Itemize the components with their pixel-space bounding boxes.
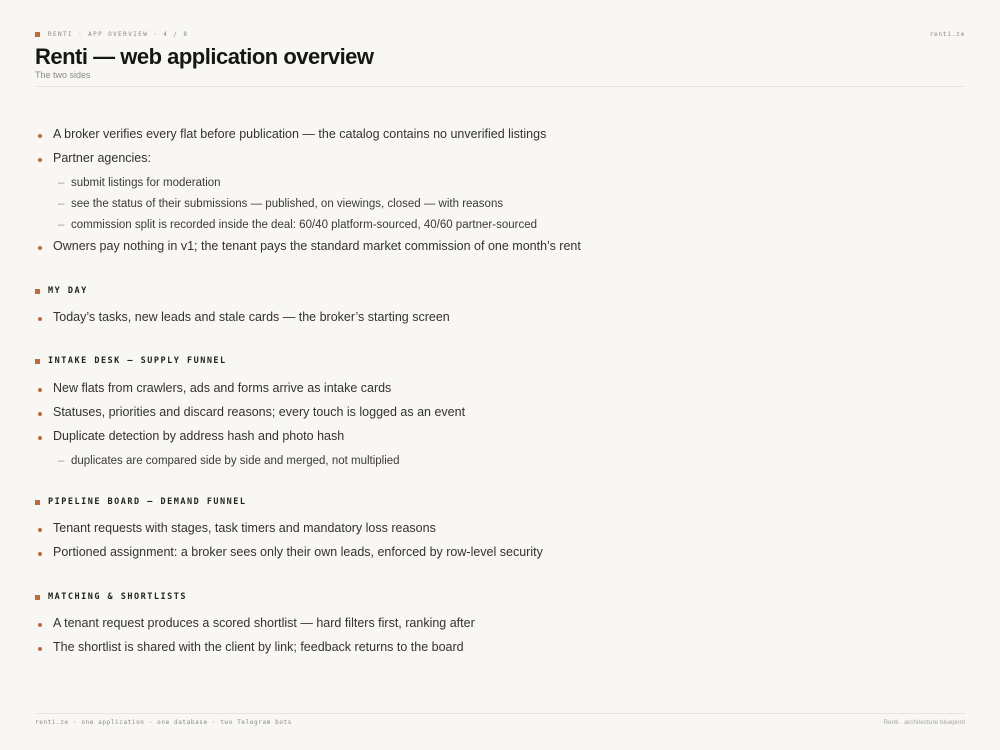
list-item: Portioned assignment: a broker sees only their own leads, enforced by row-level security: [38, 545, 543, 559]
footer-left: renti.ze · one application · one database · two Telegram bots: [35, 719, 292, 726]
list-item: Tenant requests with stages, task timers and mandatory loss reasons: [38, 521, 436, 535]
sub-list-item: – duplicates are compared side by side and merged, not multiplied: [58, 455, 400, 467]
eyebrow: [35, 31, 188, 38]
top-bar: [35, 31, 965, 41]
list-item: A tenant request produces a scored shortlist — hard filters first, ranking after: [38, 616, 475, 630]
page-title: Renti — web application overview: [35, 44, 374, 69]
section-heading-my-day: MY DAY: [35, 286, 88, 296]
list-item: Partner agencies:: [38, 151, 151, 165]
sub-list-item: – see the status of their submissions — published, on viewings, closed — with reasons: [58, 198, 503, 210]
accent-square-icon: [35, 32, 40, 37]
section-heading-pipeline-board: PIPELINE BOARD — DEMAND FUNNEL: [35, 497, 247, 507]
sub-list-item: – commission split is recorded inside the deal: 60/40 platform-sourced, 40/60 partner-sourced: [58, 219, 537, 231]
list-item: New flats from crawlers, ads and forms arrive as intake cards: [38, 381, 391, 395]
list-item: Owners pay nothing in v1; the tenant pays the standard market commission of one month’s rent: [38, 239, 581, 253]
section-heading-intake-desk: INTAKE DESK — SUPPLY FUNNEL: [35, 356, 227, 366]
footer-right: Renti · architecture blueprint: [883, 719, 965, 726]
list-item: Statuses, priorities and discard reasons; every touch is logged as an event: [38, 405, 465, 419]
header-divider: [35, 86, 965, 87]
domain-label: renti.ze: [929, 31, 965, 38]
list-item: The shortlist is shared with the client by link; feedback returns to the board: [38, 640, 464, 654]
accent-square-icon: [35, 595, 40, 600]
sub-list-item: – submit listings for moderation: [58, 177, 221, 189]
accent-square-icon: [35, 359, 40, 364]
page-subtitle: The two sides: [35, 70, 91, 80]
accent-square-icon: [35, 289, 40, 294]
list-item: Today’s tasks, new leads and stale cards — the broker’s starting screen: [38, 310, 450, 324]
footer-divider: [35, 713, 965, 714]
eyebrow-text: RENTI · APP OVERVIEW · 4 / 8: [48, 31, 189, 38]
accent-square-icon: [35, 500, 40, 505]
list-item: A broker verifies every flat before publication — the catalog contains no unverified listings: [38, 127, 546, 141]
list-item: Duplicate detection by address hash and photo hash: [38, 429, 344, 443]
section-heading-matching: MATCHING & SHORTLISTS: [35, 592, 187, 602]
